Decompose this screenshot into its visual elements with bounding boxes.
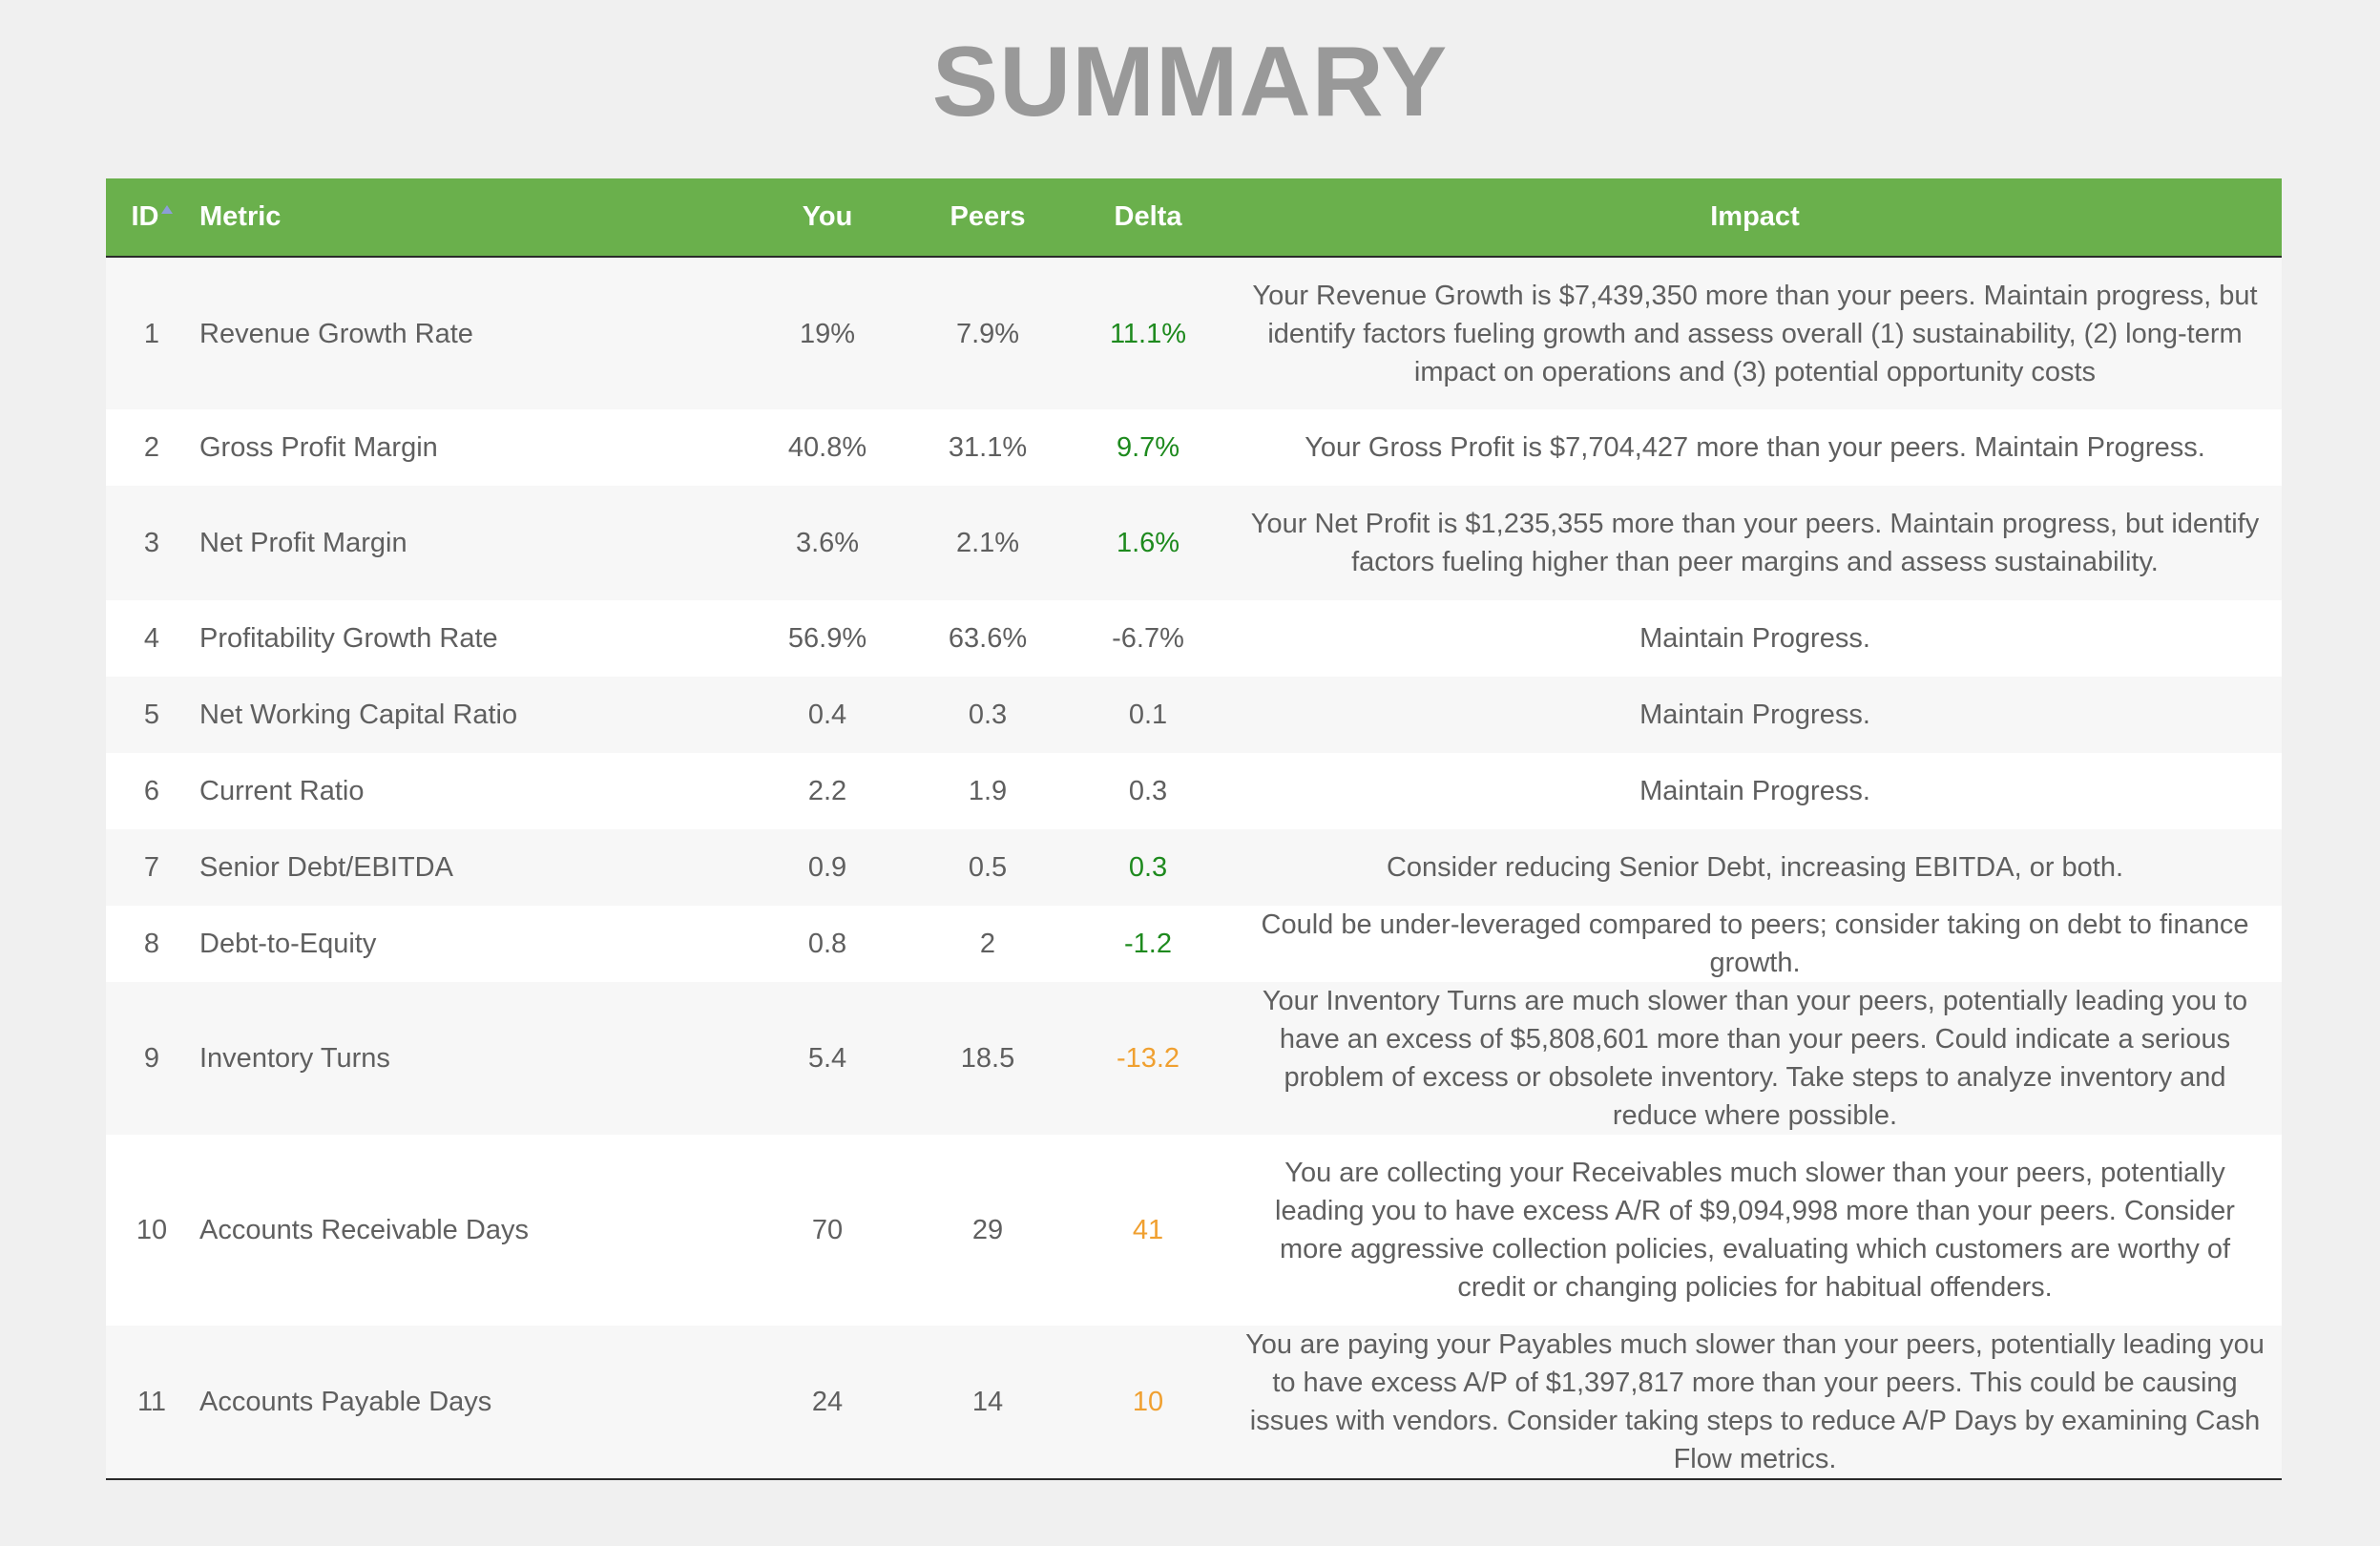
metric-cell: Inventory Turns	[199, 1043, 390, 1074]
id-cell: 5	[143, 700, 160, 730]
impact-cell: Your Net Profit is $1,235,355 more than your peers. Maintain progress, but identify factors fueling higher than peer margins and assess sustainability.	[1250, 509, 2260, 577]
peers-cell: 63.6%	[948, 623, 1028, 654]
column-header-id[interactable]	[106, 178, 198, 257]
metric-cell: Accounts Payable Days	[199, 1387, 492, 1417]
id-cell: 9	[143, 1043, 160, 1074]
impact-cell: You are collecting your Receivables much slower than your peers, potentially leading you to have excess A/R of $9,094,998 more than your peers. Consider more aggressive collection policies, evaluating which customers are worthy of credit or changing policies for habitual offenders.	[1275, 1158, 2235, 1303]
delta-cell: -13.2	[1116, 1043, 1180, 1074]
table-body	[106, 257, 2282, 1479]
metric-cell: Accounts Receivable Days	[199, 1215, 529, 1245]
metric-cell: Net Working Capital Ratio	[199, 700, 518, 730]
column-header-delta[interactable]: Delta	[1068, 178, 1228, 257]
you-cell: 40.8%	[787, 432, 867, 463]
table-header-row	[106, 178, 2282, 257]
impact-cell: Consider reducing Senior Debt, increasing EBITDA, or both.	[1386, 852, 2124, 883]
you-cell: 2.2	[807, 776, 847, 806]
peers-cell: 2	[979, 929, 996, 959]
table-row	[106, 600, 2282, 677]
column-header-id-label: ID	[131, 201, 159, 232]
summary-table	[106, 178, 2282, 1480]
metric-cell: Profitability Growth Rate	[199, 623, 498, 654]
id-cell: 3	[143, 528, 160, 558]
metric-cell: Senior Debt/EBITDA	[199, 852, 453, 883]
id-cell: 8	[143, 929, 160, 959]
impact-cell: Maintain Progress.	[1639, 700, 1870, 730]
delta-cell: 1.6%	[1116, 528, 1180, 558]
peers-cell: 0.3	[968, 700, 1008, 730]
sort-up-icon	[161, 205, 173, 214]
delta-cell: -1.2	[1124, 929, 1172, 959]
peers-cell: 7.9%	[955, 318, 1020, 349]
peers-cell: 31.1%	[948, 432, 1028, 463]
you-cell: 0.9	[807, 852, 847, 883]
metric-cell: Debt-to-Equity	[199, 929, 377, 959]
table-row	[106, 906, 2282, 982]
table-row	[106, 257, 2282, 409]
you-cell: 3.6%	[795, 528, 860, 558]
table-row	[106, 409, 2282, 486]
id-cell: 2	[143, 432, 160, 463]
delta-cell: 10	[1132, 1387, 1164, 1417]
delta-cell: 41	[1132, 1215, 1164, 1245]
you-cell: 56.9%	[787, 623, 867, 654]
delta-cell: 0.3	[1128, 776, 1168, 806]
delta-cell: 9.7%	[1116, 432, 1180, 463]
impact-cell: Your Revenue Growth is $7,439,350 more than your peers. Maintain progress, but identify factors fueling growth and assess overall (1) sustainability, (2) long-term impact on operations and (3) potential opportunity costs	[1252, 280, 2258, 387]
table-row	[106, 829, 2282, 906]
peers-cell: 0.5	[968, 852, 1008, 883]
table-row	[106, 1326, 2282, 1479]
column-header-metric[interactable]: Metric	[198, 178, 747, 257]
peers-cell: 1.9	[968, 776, 1008, 806]
id-cell: 11	[136, 1387, 167, 1417]
peers-cell: 14	[971, 1387, 1004, 1417]
impact-cell: You are paying your Payables much slower than your peers, potentially leading you to have excess A/P of $1,397,817 more than your peers. This could be causing issues with vendors. Consider taking steps to reduce A/P Days by examining Cash Flow metrics.	[1245, 1329, 2265, 1474]
you-cell: 24	[811, 1387, 844, 1417]
impact-cell: Maintain Progress.	[1639, 776, 1870, 806]
delta-cell: 11.1%	[1109, 318, 1187, 349]
delta-cell: -6.7%	[1112, 623, 1184, 654]
table-row	[106, 486, 2282, 600]
impact-cell: Your Gross Profit is $7,704,427 more than your peers. Maintain Progress.	[1305, 432, 2205, 463]
metric-cell: Revenue Growth Rate	[199, 318, 473, 349]
impact-cell: Your Inventory Turns are much slower than your peers, potentially leading you to have an excess of $5,808,601 more than your peers. Could indicate a serious problem of excess or obsolete inventory. Take steps to analyze inventory and reduce where possible.	[1262, 986, 2248, 1131]
column-header-you[interactable]: You	[747, 178, 908, 257]
id-cell: 4	[143, 623, 160, 654]
metric-cell: Net Profit Margin	[199, 528, 407, 558]
you-cell: 0.4	[807, 700, 847, 730]
impact-cell: Could be under-leveraged compared to peers; consider taking on debt to finance growth.	[1261, 909, 2249, 978]
page-title: SUMMARY	[931, 27, 1449, 137]
you-cell: 19%	[799, 318, 856, 349]
table-row	[106, 982, 2282, 1135]
delta-cell: 0.3	[1128, 852, 1168, 883]
impact-cell: Maintain Progress.	[1639, 623, 1870, 654]
metric-cell: Gross Profit Margin	[199, 432, 438, 463]
you-cell: 5.4	[807, 1043, 847, 1074]
peers-cell: 18.5	[960, 1043, 1015, 1074]
delta-cell: 0.1	[1128, 700, 1168, 730]
peers-cell: 29	[971, 1215, 1004, 1245]
column-header-impact[interactable]: Impact	[1228, 178, 2282, 257]
you-cell: 0.8	[807, 929, 847, 959]
metric-cell: Current Ratio	[199, 776, 365, 806]
peers-cell: 2.1%	[955, 528, 1020, 558]
you-cell: 70	[811, 1215, 844, 1245]
id-cell: 10	[136, 1215, 168, 1245]
id-cell: 1	[143, 318, 160, 349]
id-cell: 6	[143, 776, 160, 806]
id-cell: 7	[143, 852, 160, 883]
table-row	[106, 753, 2282, 829]
table-row	[106, 677, 2282, 753]
column-header-peers[interactable]: Peers	[908, 178, 1068, 257]
table-row	[106, 1135, 2282, 1326]
